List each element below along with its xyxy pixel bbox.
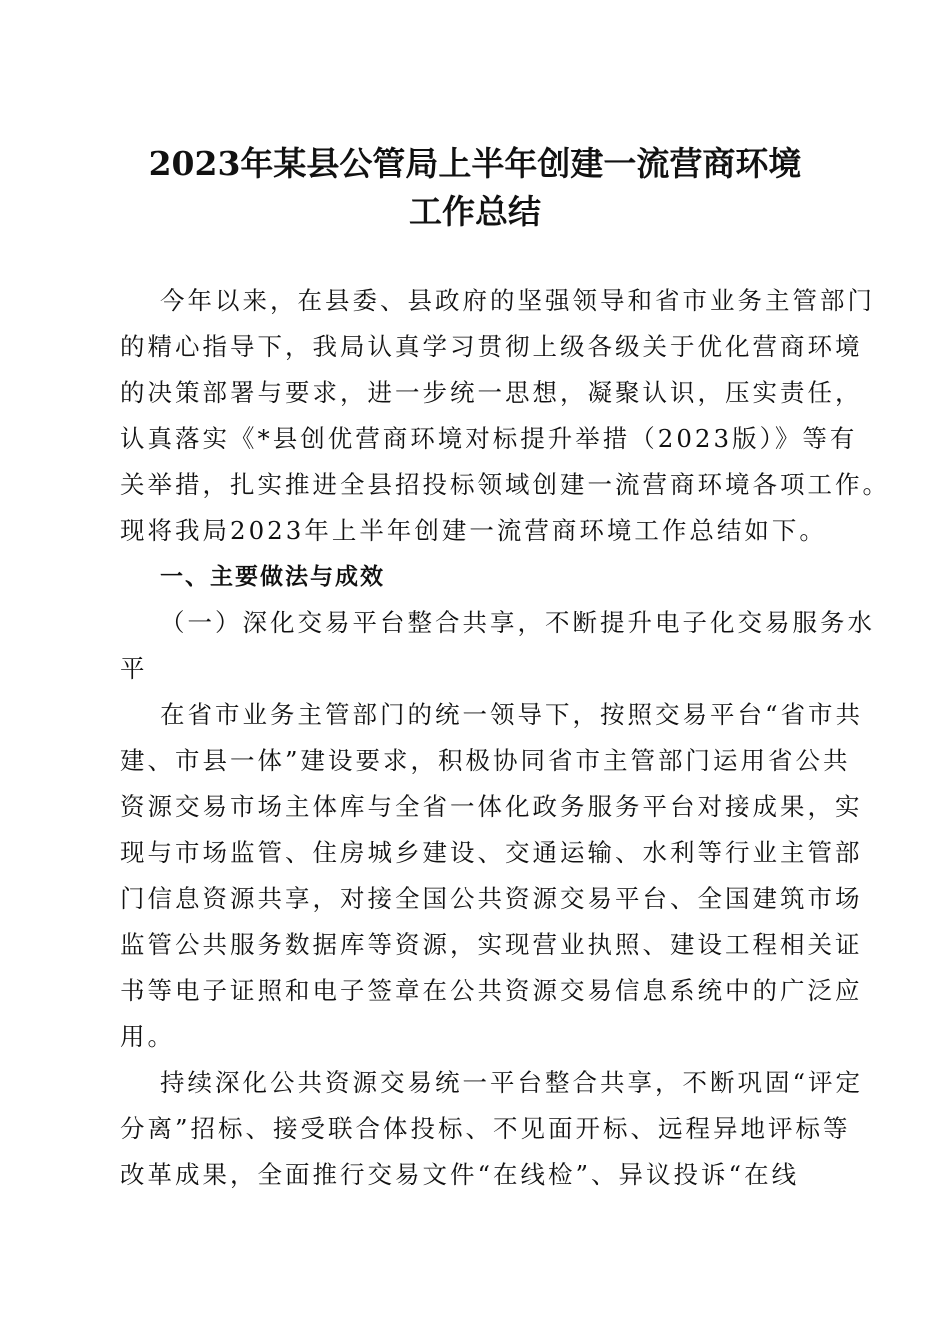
paragraph-line: 在省市业务主管部门的统一领导下，按照交易平台“省市共 (160, 700, 864, 729)
paragraph-line: 改革成果，全面推行交易文件“在线检”、异议投诉“在线 (120, 1160, 800, 1189)
paragraph-line: 分离”招标、接受联合体投标、不见面开标、远程异地评标等 (120, 1114, 851, 1143)
section-heading: 一、主要做法与成效 (160, 564, 385, 590)
paragraph-line: 门信息资源共享，对接全国公共资源交易平台、全国建筑市场 (120, 884, 863, 913)
paragraph-line: 资源交易市场主体库与全省一体化政务服务平台对接成果，实 (120, 792, 863, 821)
reform-paragraph (120, 1060, 864, 1198)
document-body (120, 278, 890, 1198)
paragraph-line: 用。 (120, 1022, 175, 1051)
intro-paragraph (120, 278, 890, 554)
subsection-heading-line: 平 (120, 654, 148, 683)
subsection-heading (120, 600, 875, 692)
paragraph-line: 现与市场监管、住房城乡建设、交通运输、水利等行业主管部 (120, 838, 863, 867)
intro-line: 认真落实《*县创优营商环境对标提升举措（2023版）》等有 (120, 424, 858, 453)
title-line-1: 2023年某县公管局上半年创建一流营商环境 (148, 144, 802, 183)
intro-line: 现将我局2023年上半年创建一流营商环境工作总结如下。 (120, 516, 827, 545)
title-line-2: 工作总结 (409, 192, 541, 231)
subsection-heading-line: （一）深化交易平台整合共享，不断提升电子化交易服务水 (160, 608, 875, 637)
intro-line: 今年以来，在县委、县政府的坚强领导和省市业务主管部门 (160, 286, 875, 315)
paragraph-line: 持续深化公共资源交易统一平台整合共享，不断巩固“评定 (160, 1068, 864, 1097)
intro-line: 的决策部署与要求，进一步统一思想，凝聚认识，压实责任， (120, 378, 863, 407)
platform-paragraph (120, 692, 864, 1060)
document-title (100, 140, 850, 236)
paragraph-line: 建、市县一体”建设要求，积极协同省市主管部门运用省公共 (120, 746, 851, 775)
paragraph-line: 监管公共服务数据库等资源，实现营业执照、建设工程相关证 (120, 930, 863, 959)
intro-line: 的精心指导下，我局认真学习贯彻上级各级关于优化营商环境 (120, 332, 863, 361)
intro-line: 关举措，扎实推进全县招投标领域创建一流营商环境各项工作。 (120, 470, 890, 499)
paragraph-line: 书等电子证照和电子签章在公共资源交易信息系统中的广泛应 (120, 976, 863, 1005)
